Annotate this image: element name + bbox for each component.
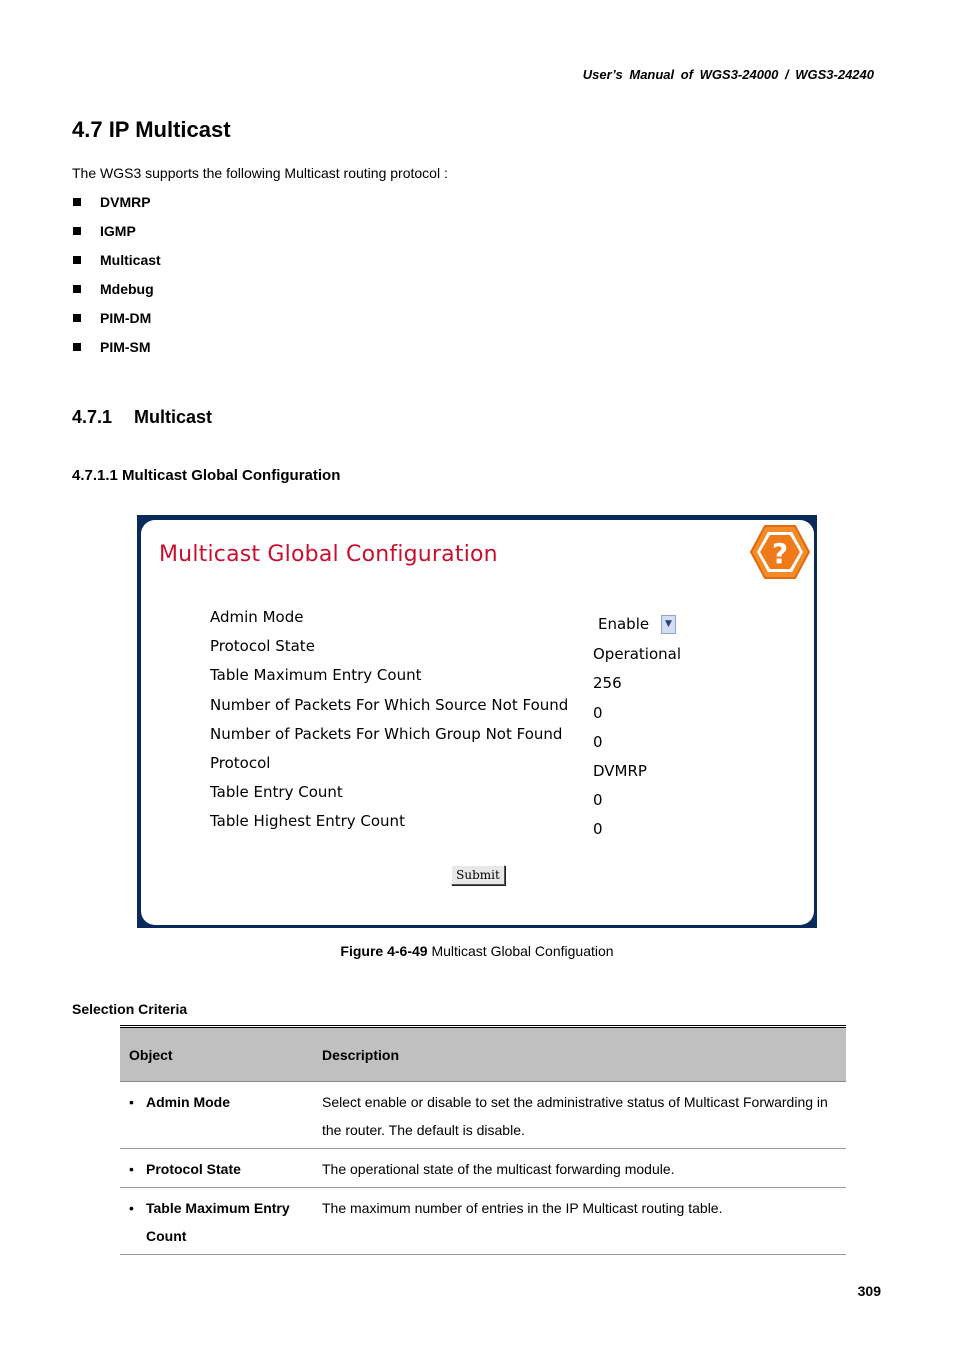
field-value: 0: [593, 703, 603, 722]
square-bullet-icon: [73, 343, 81, 351]
column-header-object: Object: [120, 1027, 313, 1082]
selection-criteria-heading: Selection Criteria: [72, 1001, 188, 1017]
square-bullet-icon: [73, 314, 81, 322]
field-row-table-max-entry: [210, 666, 770, 695]
list-item: PIM-SM: [72, 339, 161, 368]
protocol-list: [72, 194, 161, 368]
field-value: 0: [593, 820, 603, 839]
field-row-table-highest-entry: [210, 812, 770, 841]
intro-text: The WGS3 supports the following Multicast routing protocol :: [72, 165, 448, 181]
list-item: Multicast: [72, 252, 161, 281]
bullet-dot-icon: •: [129, 1161, 134, 1177]
bullet-dot-icon: •: [129, 1200, 134, 1216]
table-row: [120, 1149, 846, 1188]
config-screenshot: [137, 515, 817, 928]
table-header-row: [120, 1027, 846, 1082]
object-name: Table Maximum Entry Count: [146, 1200, 290, 1244]
list-item: PIM-DM: [72, 310, 161, 339]
svg-text:?: ?: [771, 537, 789, 570]
table-row: [120, 1082, 846, 1149]
field-label: Protocol: [210, 753, 271, 772]
field-value: 256: [593, 674, 622, 693]
admin-mode-select[interactable]: [593, 612, 677, 636]
section-title: 4.7 IP Multicast: [72, 117, 231, 142]
manual-header: User’s Manual of WGS3-24000 / WGS3-24240: [582, 67, 874, 82]
object-description: Select enable or disable to set the administrative status of Multicast Forwarding in the router. The default is disable.: [313, 1082, 846, 1149]
list-item: Mdebug: [72, 281, 161, 310]
bullet-dot-icon: •: [129, 1094, 134, 1110]
subsection-heading: [72, 407, 212, 428]
field-row-table-entry-count: [210, 783, 770, 812]
list-item: IGMP: [72, 223, 161, 252]
config-form: [141, 520, 814, 925]
field-row-protocol: [210, 754, 770, 783]
list-item: DVMRP: [72, 194, 161, 223]
field-label: Table Highest Entry Count: [210, 812, 405, 831]
field-label: Number of Packets For Which Source Not Found: [210, 695, 569, 714]
field-label: Table Maximum Entry Count: [210, 666, 422, 685]
admin-mode-value: Enable: [598, 615, 650, 633]
field-row-source-not-found: [210, 696, 770, 725]
field-value: 0: [593, 732, 603, 751]
figure-caption: [0, 943, 954, 959]
object-name: Protocol State: [146, 1161, 241, 1177]
figure-text: Multicast Global Configuation: [427, 943, 614, 959]
object-description: The maximum number of entries in the IP Multicast routing table.: [313, 1188, 846, 1255]
field-row-group-not-found: [210, 725, 770, 754]
square-bullet-icon: [73, 285, 81, 293]
subsubsection-heading: 4.7.1.1 Multicast Global Configuration: [72, 467, 341, 484]
square-bullet-icon: [73, 198, 81, 206]
object-name: Admin Mode: [146, 1094, 230, 1110]
field-value: Operational: [593, 645, 682, 664]
field-value: DVMRP: [593, 761, 647, 780]
chevron-down-icon[interactable]: ▼: [661, 615, 676, 634]
submit-button[interactable]: Submit: [451, 865, 505, 885]
field-label: Protocol State: [210, 637, 315, 656]
object-description: The operational state of the multicast forwarding module.: [313, 1149, 846, 1188]
field-row-admin-mode: [210, 608, 770, 637]
column-header-description: Description: [313, 1027, 846, 1082]
subsection-title: Multicast: [134, 407, 213, 427]
form-title: Multicast Global Configuration: [159, 542, 498, 567]
square-bullet-icon: [73, 227, 81, 235]
table-row: [120, 1188, 846, 1255]
field-value: 0: [593, 791, 603, 810]
help-icon[interactable]: [750, 524, 810, 580]
field-row-protocol-state: [210, 637, 770, 666]
figure-label: Figure 4-6-49: [340, 943, 428, 959]
field-label: Number of Packets For Which Group Not Found: [210, 724, 563, 743]
field-label: Table Entry Count: [210, 783, 343, 802]
page-number: 309: [857, 1283, 881, 1299]
selection-criteria-table: [120, 1025, 846, 1255]
subsection-number: 4.7.1: [72, 407, 113, 427]
field-list: [210, 608, 770, 842]
field-label: Admin Mode: [210, 608, 304, 626]
square-bullet-icon: [73, 256, 81, 264]
